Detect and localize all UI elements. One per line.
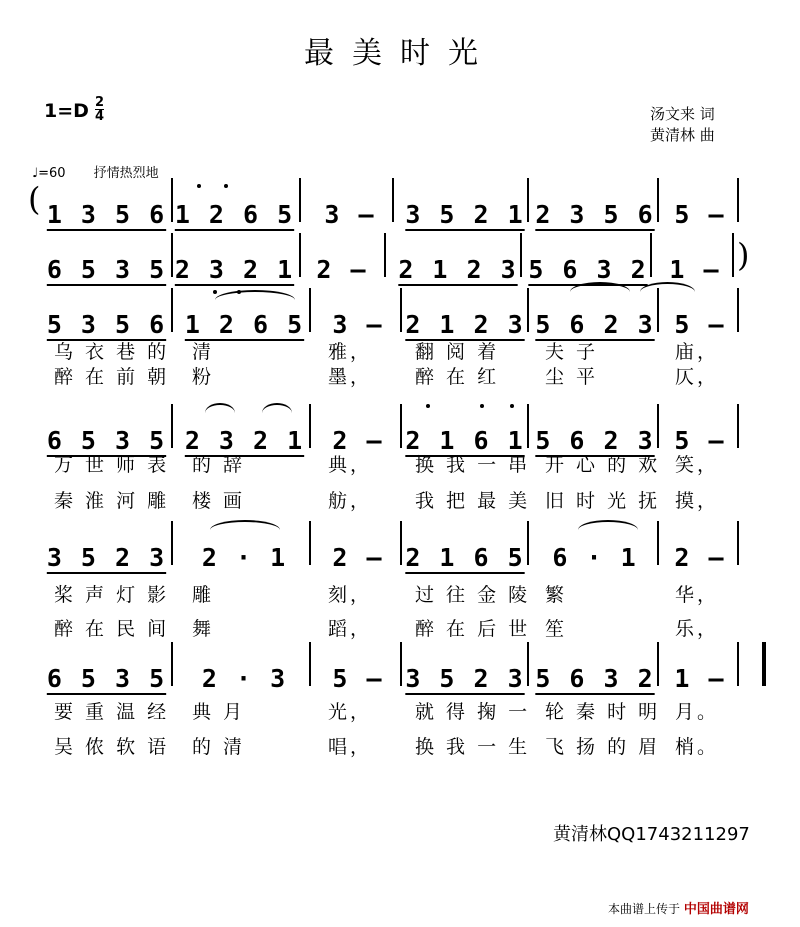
measure	[535, 646, 655, 694]
barline	[400, 288, 402, 332]
slur	[262, 403, 292, 413]
lyric-segment: 桨 声 灯 影	[54, 584, 170, 606]
barline	[527, 404, 529, 448]
tempo-marking	[32, 162, 159, 181]
lyric-segment: 梢。	[675, 736, 720, 758]
measure	[405, 408, 525, 456]
lyric-segment: 华，	[675, 584, 720, 606]
measure-notes: 5 6 2 3	[535, 426, 655, 455]
measure	[310, 182, 390, 230]
barline	[737, 521, 739, 565]
lyric-segment: 要 重 温 经	[54, 701, 170, 723]
lyric-segment: 典 月	[192, 701, 246, 723]
measure-notes: 2 1 6 5	[405, 543, 525, 572]
barline	[520, 233, 522, 277]
octave-dot	[426, 404, 430, 408]
upload-note	[608, 898, 749, 917]
lyric-segment: 过 往 金 陵	[415, 584, 531, 606]
measure	[665, 646, 735, 694]
lyric-segment: 刻，	[328, 584, 373, 606]
barline	[400, 521, 402, 565]
measure-notes: 2 1 2 3	[398, 255, 518, 284]
barline	[737, 404, 739, 448]
lyric-segment: 醉 在 民 间	[54, 618, 170, 640]
barline	[171, 288, 173, 332]
barline	[527, 178, 529, 222]
score-row	[0, 292, 800, 340]
lyric-segment: 光，	[328, 701, 373, 723]
slur	[205, 403, 235, 413]
measure-notes: 1 –	[674, 664, 726, 693]
measure	[528, 237, 648, 285]
measure-notes: 2 · 1	[201, 543, 288, 572]
measure-notes: 1 3 5 6	[46, 200, 167, 229]
barline	[299, 233, 301, 277]
barline	[309, 404, 311, 448]
lyric-segment: 醉 在 红	[415, 366, 500, 388]
site-logo: 中国曲谱网	[683, 902, 749, 917]
barline	[171, 642, 173, 686]
lyric-segment: 仄，	[675, 366, 720, 388]
barline	[384, 233, 386, 277]
lyric-segment: 尘 平	[545, 366, 599, 388]
measure-notes: 2 –	[674, 543, 726, 572]
octave-dot	[237, 290, 241, 294]
lyric-segment: 飞 扬 的 眉	[545, 736, 661, 758]
measure-notes: 2 –	[316, 255, 368, 284]
song-title: 最美时光	[304, 36, 496, 71]
measure	[405, 525, 525, 573]
lyric-segment: 万 世 师 表	[54, 454, 170, 476]
lyric-segment: 醉 在 后 世	[415, 618, 531, 640]
credits	[650, 104, 715, 146]
score-row	[0, 646, 800, 694]
mood-text: 抒情热烈地	[93, 166, 159, 181]
barline	[737, 178, 739, 222]
measure-notes: 2 3 2 1	[174, 255, 295, 284]
measure	[665, 408, 735, 456]
barline	[309, 521, 311, 565]
lyric-segment: 乐，	[675, 618, 720, 640]
score-row	[0, 237, 800, 285]
measure	[535, 408, 655, 456]
measure	[182, 408, 307, 456]
measure-notes: 2 · 3	[201, 664, 288, 693]
barline	[737, 288, 739, 332]
barline	[657, 642, 659, 686]
measure-notes: 5 –	[332, 664, 384, 693]
lyricist-credit: 汤文来 词	[650, 105, 715, 123]
lyric-segment: 粉	[192, 366, 215, 388]
barline	[392, 178, 394, 222]
measure	[318, 408, 398, 456]
measure-notes: 1 –	[669, 255, 721, 284]
measure	[302, 237, 382, 285]
barline	[527, 642, 529, 686]
time-signature	[95, 96, 104, 123]
slur	[578, 520, 638, 530]
lyric-segment: 墨，	[328, 366, 373, 388]
measure-notes: 6 5 3 5	[46, 255, 167, 284]
measure	[665, 525, 735, 573]
measure-notes: 6 · 1	[552, 543, 638, 572]
octave-dot	[480, 404, 484, 408]
lyric-segment: 繁	[545, 584, 568, 606]
arranger-contact: 黄清林QQ1743211297	[553, 824, 750, 845]
measure	[660, 237, 730, 285]
barline	[527, 288, 529, 332]
measure-notes: 6 5 3 5	[46, 426, 167, 455]
measure	[44, 408, 169, 456]
lyric-segment: 摸，	[675, 490, 720, 512]
lyric-segment: 笑，	[675, 454, 720, 476]
score-row	[0, 525, 800, 573]
measure	[182, 525, 307, 573]
measure	[318, 292, 398, 340]
measure-notes: 3 5 2 1	[405, 200, 525, 229]
measure	[318, 646, 398, 694]
measure	[398, 237, 518, 285]
slur	[210, 520, 280, 530]
measure-notes: 1 2 6 5	[184, 310, 305, 339]
measure-notes: 3 –	[324, 200, 376, 229]
measure	[535, 292, 655, 340]
barline	[299, 178, 301, 222]
score-row	[0, 182, 800, 230]
lyric-segment: 雅，	[328, 341, 373, 363]
lyric-segment: 庙，	[675, 341, 720, 363]
barline	[737, 642, 739, 686]
measure-notes: 2 1 6 1	[405, 426, 525, 455]
measure	[44, 237, 169, 285]
barline	[657, 178, 659, 222]
lyric-segment: 的 辞	[192, 454, 246, 476]
octave-dot	[197, 184, 201, 188]
measure	[405, 292, 525, 340]
close-paren: )	[737, 236, 750, 274]
measure-notes: 5 3 5 6	[46, 310, 167, 339]
score-row	[0, 408, 800, 456]
barline	[400, 642, 402, 686]
lyric-segment: 笙	[545, 618, 568, 640]
measure	[44, 525, 169, 573]
barline	[400, 404, 402, 448]
lyric-segment: 舫，	[328, 490, 373, 512]
measure-notes: 2 –	[332, 543, 384, 572]
measure-notes: 2 1 2 3	[405, 310, 525, 339]
barline	[309, 288, 311, 332]
measure-notes: 5 6 2 3	[535, 310, 655, 339]
measure-notes: 5 –	[674, 200, 726, 229]
measure	[535, 182, 655, 230]
octave-dot	[224, 184, 228, 188]
measure-notes: 2 3 5 6	[535, 200, 655, 229]
measure	[172, 237, 297, 285]
barline	[527, 521, 529, 565]
measure-notes: 5 –	[674, 426, 726, 455]
lyric-segment: 我 把 最 美	[415, 490, 531, 512]
open-paren: (	[28, 180, 41, 218]
barline	[650, 233, 652, 277]
measure-notes: 5 6 3 2	[535, 664, 655, 693]
measure	[44, 646, 169, 694]
time-sig-bottom: 4	[95, 109, 105, 124]
lyric-segment: 醉 在 前 朝	[54, 366, 170, 388]
measure-notes: 5 6 3 2	[528, 255, 648, 284]
measure	[405, 646, 525, 694]
measure	[405, 182, 525, 230]
lyric-segment: 换 我 一 生	[415, 736, 531, 758]
tempo-value: ♩=60	[32, 166, 66, 181]
lyric-segment: 吴 侬 软 语	[54, 736, 170, 758]
lyric-segment: 月。	[675, 701, 720, 723]
lyric-segment: 轮 秦 时 明	[545, 701, 661, 723]
composer-credit: 黄清林 曲	[650, 126, 715, 144]
barline	[732, 233, 734, 277]
measure-notes: 1 2 6 5	[174, 200, 295, 229]
measure-notes: 3 5 2 3	[46, 543, 167, 572]
measure	[44, 182, 169, 230]
lyric-segment: 雕	[192, 584, 215, 606]
key-signature: 1=D	[44, 100, 89, 122]
lyric-segment: 开 心 的 欢	[545, 454, 661, 476]
lyric-segment: 的 清	[192, 736, 246, 758]
final-barline	[762, 642, 766, 686]
barline	[657, 404, 659, 448]
lyric-segment: 就 得 掬 一	[415, 701, 531, 723]
measure	[665, 182, 735, 230]
measure	[172, 182, 297, 230]
measure	[182, 646, 307, 694]
barline	[171, 404, 173, 448]
lyric-segment: 夫 子	[545, 341, 599, 363]
lyric-segment: 蹈，	[328, 618, 373, 640]
lyric-segment: 旧 时 光 抚	[545, 490, 661, 512]
measure	[535, 525, 655, 573]
measure	[44, 292, 169, 340]
barline	[171, 521, 173, 565]
lyric-segment: 楼 画	[192, 490, 246, 512]
barline	[657, 521, 659, 565]
barline	[657, 288, 659, 332]
lyric-segment: 清	[192, 341, 215, 363]
measure-notes: 2 3 2 1	[184, 426, 305, 455]
lyric-segment: 舞	[192, 618, 215, 640]
measure-notes: 6 5 3 5	[46, 664, 167, 693]
octave-dot	[510, 404, 514, 408]
measure-notes: 3 5 2 3	[405, 664, 525, 693]
lyric-segment: 唱，	[328, 736, 373, 758]
measure	[665, 292, 735, 340]
octave-dot	[213, 290, 217, 294]
lyric-segment: 翻 阅 着	[415, 341, 500, 363]
measure-notes: 3 –	[332, 310, 384, 339]
lyric-segment: 典，	[328, 454, 373, 476]
time-sig-top: 2	[95, 95, 105, 110]
barline	[309, 642, 311, 686]
lyric-segment: 乌 衣 巷 的	[54, 341, 170, 363]
lyric-segment: 换 我 一 串	[415, 454, 531, 476]
measure-notes: 5 –	[674, 310, 726, 339]
lyric-segment: 秦 淮 河 雕	[54, 490, 170, 512]
measure-notes: 2 –	[332, 426, 384, 455]
measure	[318, 525, 398, 573]
upload-text: 本曲谱上传于	[608, 902, 681, 916]
